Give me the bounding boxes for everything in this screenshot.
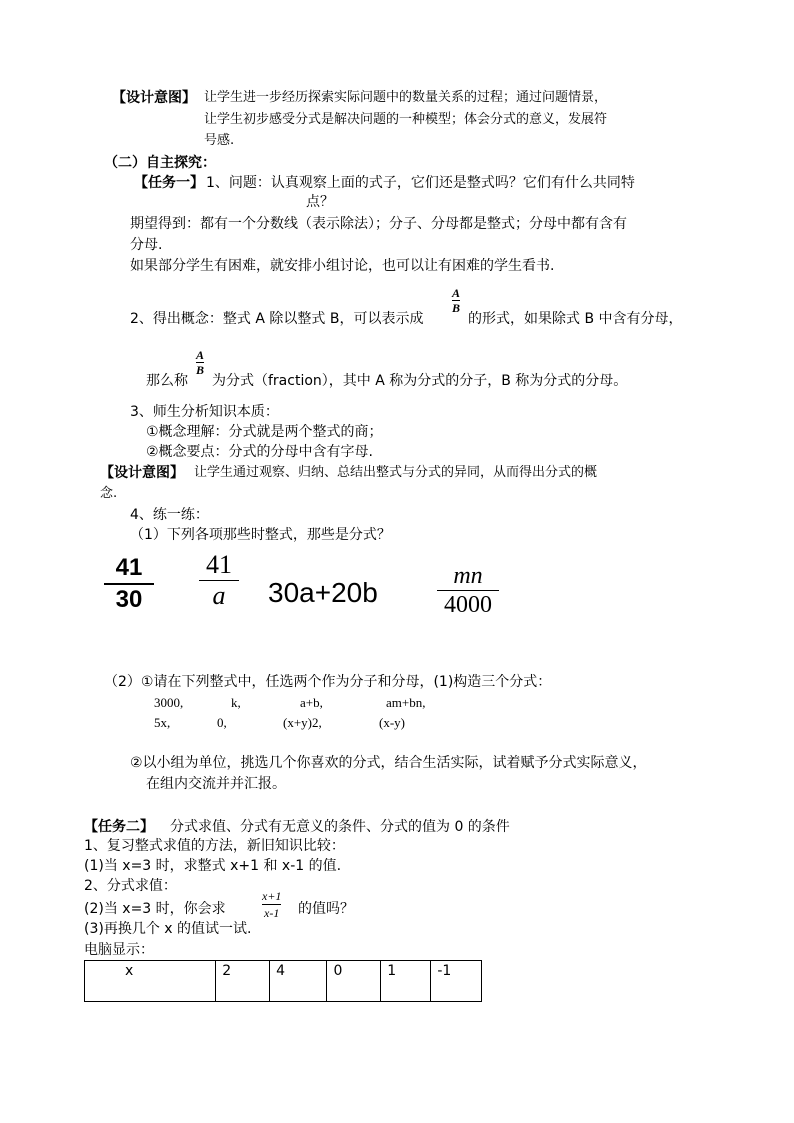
poly-row2-c: (x+y)2, (283, 715, 322, 730)
task2-line3: 2、分式求值： (84, 878, 177, 894)
task2-line4-post: 的值吗？ (298, 901, 354, 917)
practice-q2b-line1: ②以小组为单位，挑选几个你喜欢的分式，结合生活实际，试着赋予分式实际意义， (130, 755, 647, 771)
poly-row2-a: 5x, (154, 715, 171, 730)
expr1-denominator: 30 (115, 586, 143, 613)
expect-line1: 期望得到：都有一个分数线（表示除法）；分子、分母都是整式；分母中都有含有 (130, 216, 627, 232)
frac-numerator: A (452, 286, 461, 300)
design-intent-text-1a: 让学生进一步经历探索实际问题中的数量关系的过程；通过问题情景， (204, 90, 608, 105)
concept-line-post: 的形式，如果除式 B 中含有分母， (468, 311, 683, 327)
expr1-numerator: 41 (115, 554, 143, 581)
poly-row2-d: (x-y) (379, 715, 405, 730)
task1-tag: 【任务一】 (134, 175, 204, 191)
task2-line2: (1)当 x=3 时，求整式 x+1 和 x-1 的值. (84, 858, 342, 874)
design-intent-text-1b: 让学生初步感受分式是解决问题的一种模型；体会分式的意义，发展符 (204, 112, 608, 127)
fraction-x-plus-1-over-x-minus-1 (262, 888, 281, 921)
expr-41-over-a (199, 550, 239, 611)
value-table (84, 960, 482, 1002)
practice-q2b-line2: 在组内交流并并汇报。 (146, 776, 286, 792)
frac-denominator: B (452, 301, 461, 315)
expect-line2: 分母. (130, 237, 163, 253)
task2-line4-pre: (2)当 x=3 时，你会求 (84, 901, 226, 917)
task1-question-line1: 1、问题：认真观察上面的式子，它们还是整式吗？它们有什么共同特 (206, 175, 635, 191)
table-row (85, 961, 482, 1002)
frac-numerator: x+1 (262, 889, 282, 903)
design-intent-text-2a: 让学生通过观察、归纳、总结出整式与分式的异同，从而得出分式的概 (194, 465, 598, 480)
fraction-a-over-b-2 (196, 348, 204, 377)
task1-question-line2: 点？ (306, 194, 334, 210)
design-intent-text-2b: 念. (100, 486, 118, 501)
poly-row1-a: 3000, (154, 695, 184, 710)
table-cell: 2 (216, 961, 270, 1002)
practice-q2: （2）①请在下列整式中，任选两个作为分子和分母，(1)构造三个分式： (104, 674, 552, 690)
design-intent-tag-1: 【设计意图】 (112, 90, 196, 106)
poly-row1-d: am+bn, (386, 695, 426, 710)
task2-line5: (3)再换几个 x 的值试一试. (84, 921, 252, 937)
poly-row2-b: 0, (217, 715, 227, 730)
expr4-denominator: 4000 (444, 592, 492, 618)
practice-title: 4、练一练： (130, 507, 209, 523)
item3-title: 3、师生分析知识本质： (130, 404, 279, 420)
poly-row1-c: a+b, (300, 695, 323, 710)
frac-denominator: x-1 (264, 906, 280, 920)
section-title: （二）自主探究： (104, 155, 216, 171)
fraction-a-over-b-1 (452, 286, 460, 315)
frac-numerator: A (196, 348, 205, 362)
concept-line-pre: 2、得出概念：整式 A 除以整式 B，可以表示成 (130, 311, 424, 327)
design-intent-text-1c: 号感. (204, 133, 235, 148)
expr-30a-20b: 30a+20b (268, 577, 378, 608)
design-intent-tag-2: 【设计意图】 (100, 465, 184, 481)
call-line-pre: 那么称 (146, 373, 188, 389)
call-line-post: 为分式（fraction），其中 A 称为分式的分子，B 称为分式的分母。 (212, 373, 628, 389)
table-cell: 1 (381, 961, 431, 1002)
task2-line1: 1、复习整式求值的方法，新旧知识比较： (84, 838, 345, 854)
table-cell: -1 (431, 961, 482, 1002)
task2-title: 分式求值、分式有无意义的条件、分式的值为 0 的条件 (170, 819, 510, 835)
table-cell: 4 (270, 961, 327, 1002)
practice-q1: （1）下列各项那些时整式，那些是分式？ (130, 527, 391, 543)
expr2-numerator: 41 (206, 550, 232, 579)
expr2-denominator: a (212, 581, 226, 610)
expr-mn-over-4000 (437, 562, 499, 619)
table-cell: 0 (327, 961, 381, 1002)
poly-row1-b: k, (231, 695, 241, 710)
group-discussion-line: 如果部分学生有困难，就安排小组讨论，也可以让有困难的学生看书. (130, 258, 555, 274)
expr-41-over-30 (104, 553, 154, 615)
frac-denominator: B (196, 363, 205, 377)
task2-line6: 电脑显示： (84, 942, 154, 958)
expr4-numerator: mn (453, 563, 483, 589)
item3-a: ①概念理解：分式就是两个整式的商； (146, 424, 383, 440)
table-cell: x (85, 961, 216, 1002)
task2-tag: 【任务二】 (84, 819, 154, 835)
item3-b: ②概念要点：分式的分母中含有字母. (146, 444, 374, 460)
